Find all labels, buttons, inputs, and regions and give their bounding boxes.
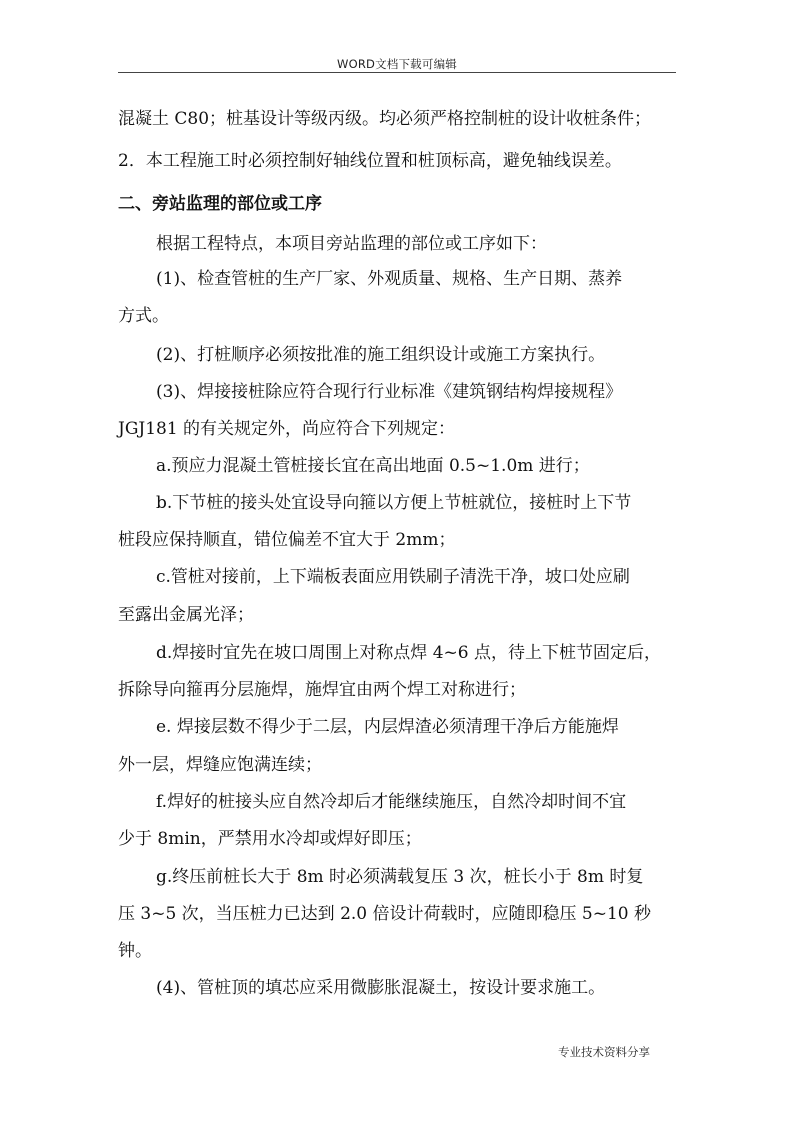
body-line: (1)、检查管桩的生产厂家、外观质量、规格、生产日期、蒸养 — [156, 269, 623, 289]
body-line: c.管桩对接前，上下端板表面应用铁刷子清洗干净，坡口处应刷 — [156, 567, 630, 587]
body-line: (3)、焊接接桩除应符合现行行业标准《建筑钢结构焊接规程》 — [156, 382, 623, 402]
body-line: f.焊好的桩接头应自然冷却后才能继续施压，自然冷却时间不宜 — [156, 792, 627, 812]
body-line: 压 3~5 次，当压桩力已达到 2.0 倍设计荷载时，应随即稳压 5~10 秒 — [118, 904, 652, 924]
body-line: 方式。 — [118, 306, 169, 326]
page-header: WORD文档下载可编辑 — [337, 57, 457, 71]
body-line: b.下节桩的接头处宜设导向箍以方便上节桩就位，接桩时上下节 — [156, 493, 632, 513]
body-line: a.预应力混凝土管桩接长宜在高出地面 0.5~1.0m 进行； — [156, 456, 590, 476]
body-line: JGJ181 的有关规定外，尚应符合下列规定： — [118, 419, 456, 439]
body-line: 桩段应保持顺直，错位偏差不宜大于 2mm； — [118, 530, 456, 550]
body-line: 混凝土 C80；桩基设计等级丙级。均必须严格控制桩的设计收桩条件； — [118, 109, 652, 129]
body-line: g.终压前桩长大于 8m 时必须满载复压 3 次，桩长小于 8m 时复 — [156, 867, 644, 887]
body-line: d.焊接时宜先在坡口周围上对称点焊 4~6 点，待上下桩节固定后， — [156, 643, 661, 663]
header-divider — [118, 72, 676, 73]
body-line: 外一层，焊缝应饱满连续； — [118, 755, 322, 775]
body-line: 钟。 — [118, 941, 152, 961]
section-heading: 二、旁站监理的部位或工序 — [118, 194, 322, 214]
body-line: 拆除导向箍再分层施焊，施焊宜由两个焊工对称进行； — [118, 680, 526, 700]
body-line: e. 焊接层数不得少于二层，内层焊渣必须清理干净后方能施焊 — [156, 717, 619, 737]
body-line: 至露出金属光泽； — [118, 605, 254, 625]
body-line: 少于 8min，严禁用水冷却或焊好即压； — [118, 829, 422, 849]
body-line: 2．本工程施工时必须控制好轴线位置和桩顶标高，避免轴线误差。 — [118, 151, 622, 171]
body-line: 根据工程特点，本项目旁站监理的部位或工序如下： — [156, 234, 547, 254]
body-line: (4)、管桩顶的填芯应采用微膨胀混凝土，按设计要求施工。 — [156, 978, 606, 998]
page-footer: 专业技术资料分享 — [558, 1045, 650, 1059]
body-line: (2)、打桩顺序必须按批准的施工组织设计或施工方案执行。 — [156, 345, 606, 365]
